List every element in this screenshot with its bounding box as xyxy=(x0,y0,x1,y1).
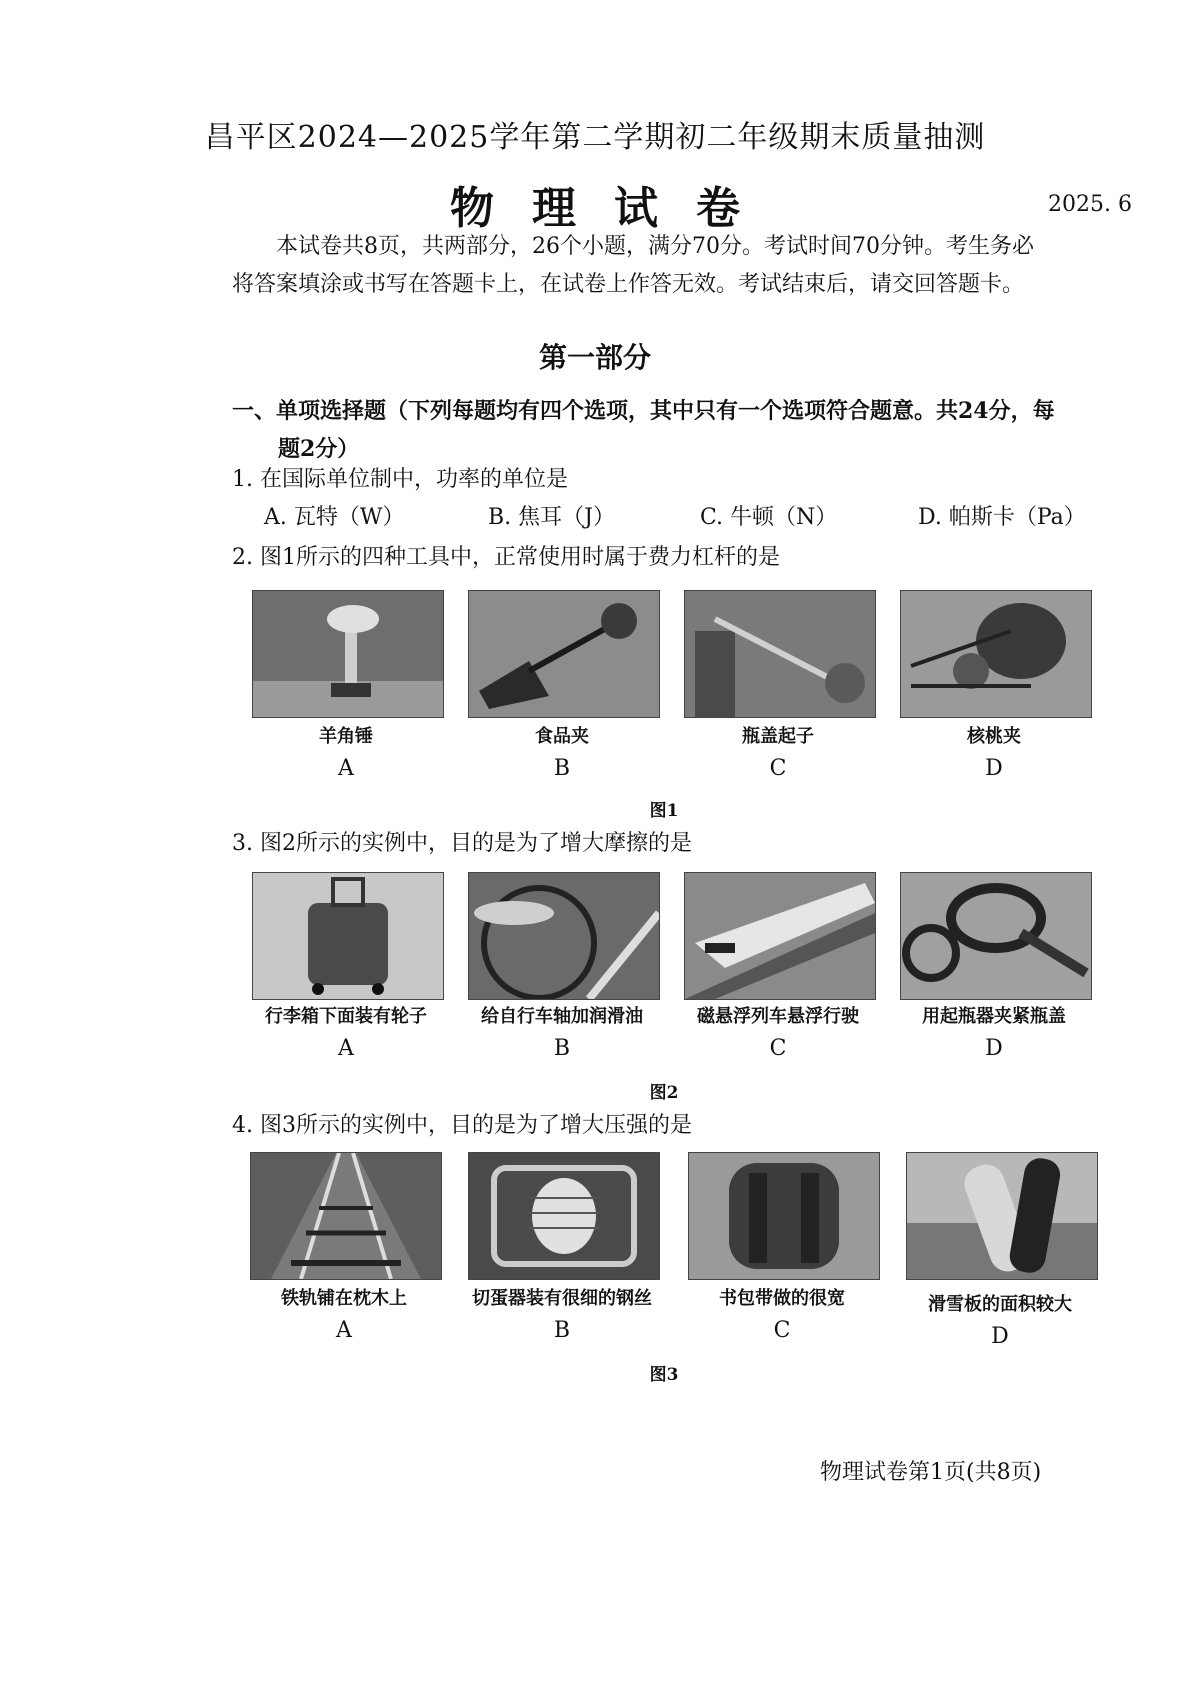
figure-2-caption-a: 行李箱下面装有轮子 xyxy=(265,1006,427,1027)
question-1-option-d: D. 帕斯卡（Pa） xyxy=(918,505,1086,530)
figure-1-caption-a: 羊角锤 xyxy=(319,726,373,747)
figure-3-egg-slicer-photo xyxy=(468,1152,660,1280)
figure-2-letter-a: A xyxy=(338,1036,354,1061)
question-1-option-b: B. 焦耳（J） xyxy=(488,505,615,530)
figure-1-caption-b: 食品夹 xyxy=(535,726,589,747)
question-4-stem: 4. 图3所示的实例中，目的是为了增大压强的是 xyxy=(232,1113,692,1138)
instructions-line-1: 本试卷共8页，共两部分，26个小题，满分70分。考试时间70分钟。考生务必 xyxy=(276,234,1034,259)
figure-3-caption-d: 滑雪板的面积较大 xyxy=(928,1294,1072,1315)
figure-1-label: 图1 xyxy=(649,801,679,821)
figure-3-snowboard-photo xyxy=(906,1152,1098,1280)
figure-1-nutcracker-photo xyxy=(900,590,1092,718)
question-1-option-c: C. 牛顿（N） xyxy=(700,505,838,530)
question-1-stem: 1. 在国际单位制中，功率的单位是 xyxy=(232,467,568,492)
figure-1-bottle-opener-photo xyxy=(684,590,876,718)
figure-1-caption-d: 核桃夹 xyxy=(967,726,1021,747)
figure-1-letter-a: A xyxy=(338,756,354,781)
figure-3-letter-b: B xyxy=(553,1318,571,1343)
figure-2-bottle-clamp-photo xyxy=(900,872,1092,1000)
figure-3-caption-b: 切蛋器装有很细的钢丝 xyxy=(472,1288,652,1309)
figure-2-luggage-wheels-photo xyxy=(252,872,444,1000)
figure-3-caption-a: 铁轨铺在枕木上 xyxy=(281,1288,407,1309)
exam-date: 2025. 6 xyxy=(1048,192,1132,217)
figure-2-label: 图2 xyxy=(649,1083,679,1103)
figure-2-letter-c: C xyxy=(769,1036,787,1061)
figure-3-label: 图3 xyxy=(649,1365,679,1385)
exam-title: 昌平区2024—2025学年第二学期初二年级期末质量抽测 xyxy=(204,120,986,155)
figure-1-claw-hammer-photo xyxy=(252,590,444,718)
figure-3-backpack-photo xyxy=(688,1152,880,1280)
figure-1-letter-b: B xyxy=(553,756,571,781)
section-heading xyxy=(232,392,1127,468)
figure-1-letter-c: C xyxy=(769,756,787,781)
figure-1-letter-d: D xyxy=(985,756,1003,781)
figure-2-maglev-train-photo xyxy=(684,872,876,1000)
figure-3-letter-a: A xyxy=(336,1318,352,1343)
figure-2-caption-c: 磁悬浮列车悬浮行驶 xyxy=(697,1006,859,1027)
figure-2-letter-b: B xyxy=(553,1036,571,1061)
figure-3-railway-track-photo xyxy=(250,1152,442,1280)
section-heading-line-2: 题2分） xyxy=(278,436,360,462)
figure-3-caption-c: 书包带做的很宽 xyxy=(719,1288,845,1309)
figure-3-letter-d: D xyxy=(991,1324,1009,1349)
question-3-stem: 3. 图2所示的实例中，目的是为了增大摩擦的是 xyxy=(232,831,692,856)
instructions xyxy=(232,228,1122,304)
figure-1-caption-c: 瓶盖起子 xyxy=(742,726,814,747)
instructions-line-2: 将答案填涂或书写在答题卡上，在试卷上作答无效。考试结束后，请交回答题卡。 xyxy=(232,272,1025,297)
subject-title: 物理试卷 xyxy=(450,183,778,234)
section-heading-line-1: 一、单项选择题（下列每题均有四个选项，其中只有一个选项符合题意。共24分，每 xyxy=(232,398,1055,424)
figure-2-letter-d: D xyxy=(985,1036,1003,1061)
page-footer: 物理试卷第1页(共8页) xyxy=(820,1460,1042,1485)
figure-1-food-tongs-photo xyxy=(468,590,660,718)
figure-2-caption-d: 用起瓶器夹紧瓶盖 xyxy=(922,1006,1066,1027)
figure-3-letter-c: C xyxy=(773,1318,791,1343)
question-2-stem: 2. 图1所示的四种工具中，正常使用时属于费力杠杆的是 xyxy=(232,545,780,570)
figure-2-caption-b: 给自行车轴加润滑油 xyxy=(481,1006,643,1027)
part-title: 第一部分 xyxy=(538,341,651,374)
figure-2-bicycle-oil-photo xyxy=(468,872,660,1000)
question-1-option-a: A. 瓦特（W） xyxy=(264,505,405,530)
